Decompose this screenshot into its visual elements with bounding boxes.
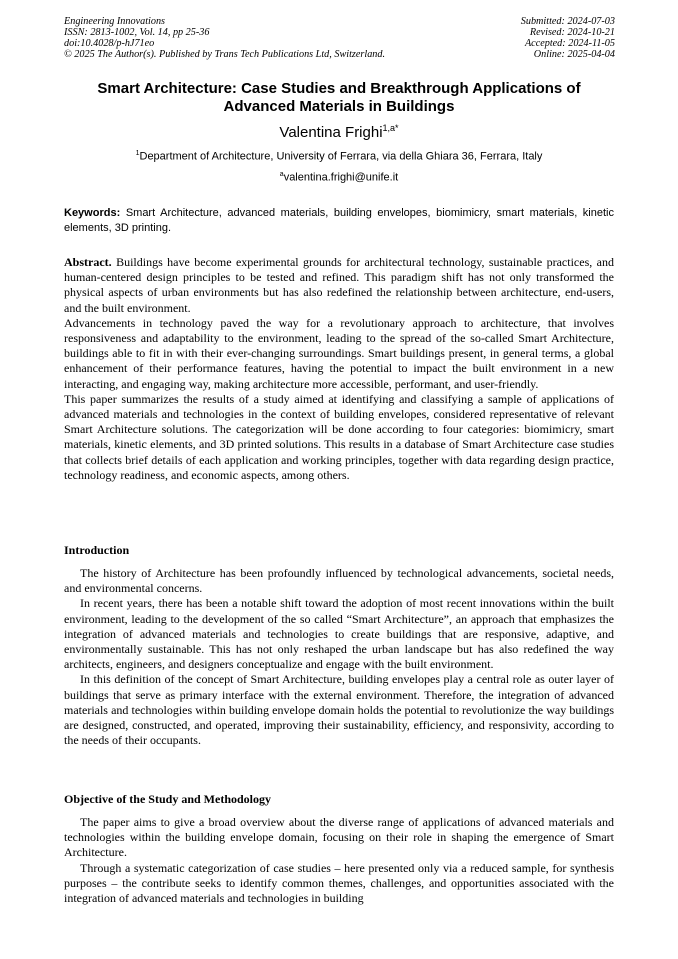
abstract-paragraph: Advancements in technology paved the way for a revolutionary approach to architecture, that involves responsiveness and adaptability to the environment, leading to the spread of the so-called Smart Architecture, buildings able to fit in with their ever-changing surroundings. Smart buildings present, in general terms, a global enhancement of their performance features, having the potential to impact the built environment in a new interacting, and engaging way, making architecture more accessible, performant, and user-friendly.	[64, 315, 614, 391]
introduction-heading: Introduction	[64, 543, 130, 557]
objective-paragraph: Through a systematic categorization of case studies – here presented only via a reduced sample, for synthesis purposes – the contribute seeks to identify common themes, challenges, and opportunities associated with the integration of advanced materials and technologies in building	[64, 860, 614, 906]
copyright: © 2025 The Author(s). Published by Trans Tech Publications Ltd, Switzerland.	[64, 49, 386, 60]
keywords	[64, 206, 614, 236]
doi: doi:10.4028/p-hJ71eo	[64, 38, 155, 49]
keywords-label: Keywords:	[64, 207, 121, 219]
keywords-text: Smart Architecture, advanced materials, building envelopes, biomimicry, smart materials, kinetic elements, 3D printing.	[64, 207, 614, 234]
publication-dates	[435, 16, 615, 60]
paper-title: Smart Architecture: Case Studies and Breakthrough Applications of Advanced Materials in Buildings	[97, 80, 581, 115]
introduction-paragraph: In recent years, there has been a notable shift toward the adoption of most recent innovations within the built environment, leading to the development of the so called “Smart Architecture”, an approach that emphasizes the integration of advanced materials and technologies to create buildings that are responsive, adaptive, and environmentally sustainable. This has not only reshaped the urban landscape but has also redefined the way architects, engineers, and designers conceptualize and engage with the built environment.	[64, 596, 614, 672]
author-email	[64, 171, 614, 184]
abstract-paragraph: This paper summarizes the results of a study aimed at identifying and classifying a sample of applications of advanced materials and technologies in the context of building envelopes, considered representative of relevant Smart Architecture solutions. The categorization will be done according to four categories: biomimicry, smart materials, kinetic elements, and 3D printed solutions. This results in a database of Smart Architecture case studies that collects brief details of each application and working principles, together with data regarding design practice, technology readiness, and economic aspects, among others.	[64, 391, 614, 482]
affiliation	[64, 150, 614, 163]
email-text[interactable]: valentina.frighi@unife.it	[283, 171, 399, 184]
affiliation-marker: 1	[135, 150, 140, 157]
journal-name: Engineering Innovations	[64, 16, 166, 27]
date-revised: Revised: 2024-10-21	[529, 27, 615, 38]
author-superscript: 1,a*	[382, 123, 399, 133]
objective-heading: Objective of the Study and Methodology	[64, 792, 271, 806]
objective-body	[64, 815, 614, 906]
issn: ISSN: 2813-1002, Vol. 14, pp 25-36	[64, 27, 210, 38]
introduction-paragraph: The history of Architecture has been profoundly influenced by technological advancements, societal needs, and environmental concerns.	[64, 566, 614, 596]
abstract-label: Abstract.	[64, 255, 112, 269]
date-online: Online: 2025-04-04	[533, 49, 615, 60]
objective-paragraph: The paper aims to give a broad overview about the diverse range of applications of advanced materials and technologies within the building envelope domain, focusing on their role in shaping the emergence of Smart Architecture.	[64, 815, 614, 860]
date-accepted: Accepted: 2024-11-05	[524, 38, 615, 49]
author-name: Valentina Frighi	[279, 124, 383, 141]
introduction-body	[64, 566, 614, 748]
introduction-paragraph: In this definition of the concept of Smart Architecture, building envelopes play a central role as outer layer of buildings that serve as primary interface with the external environment. Therefore, the integration of advanced materials and technologies within building envelope domain holds the potential to revolutionize the way buildings are designed, constructed, and operated, improving their sustainability, efficiency, and responsivity, according to the needs of their occupants.	[64, 672, 614, 748]
affiliation-text: Department of Architecture, University of Ferrara, via della Ghiara 36, Ferrara, Italy	[139, 150, 543, 163]
abstract-paragraph: Abstract. Buildings have become experimental grounds for architectural technology, sustainable practices, and human-centered design principles to be tested and refined. This paradigm shift has not only transformed the physical aspects of urban environments but has also redefined the relationship between architecture, end-users, and the built environment.	[64, 255, 614, 315]
publication-info	[64, 16, 484, 60]
date-submitted: Submitted: 2024-07-03	[520, 16, 615, 27]
abstract	[64, 255, 614, 483]
author-line	[64, 124, 614, 141]
email-marker: a	[279, 171, 284, 178]
